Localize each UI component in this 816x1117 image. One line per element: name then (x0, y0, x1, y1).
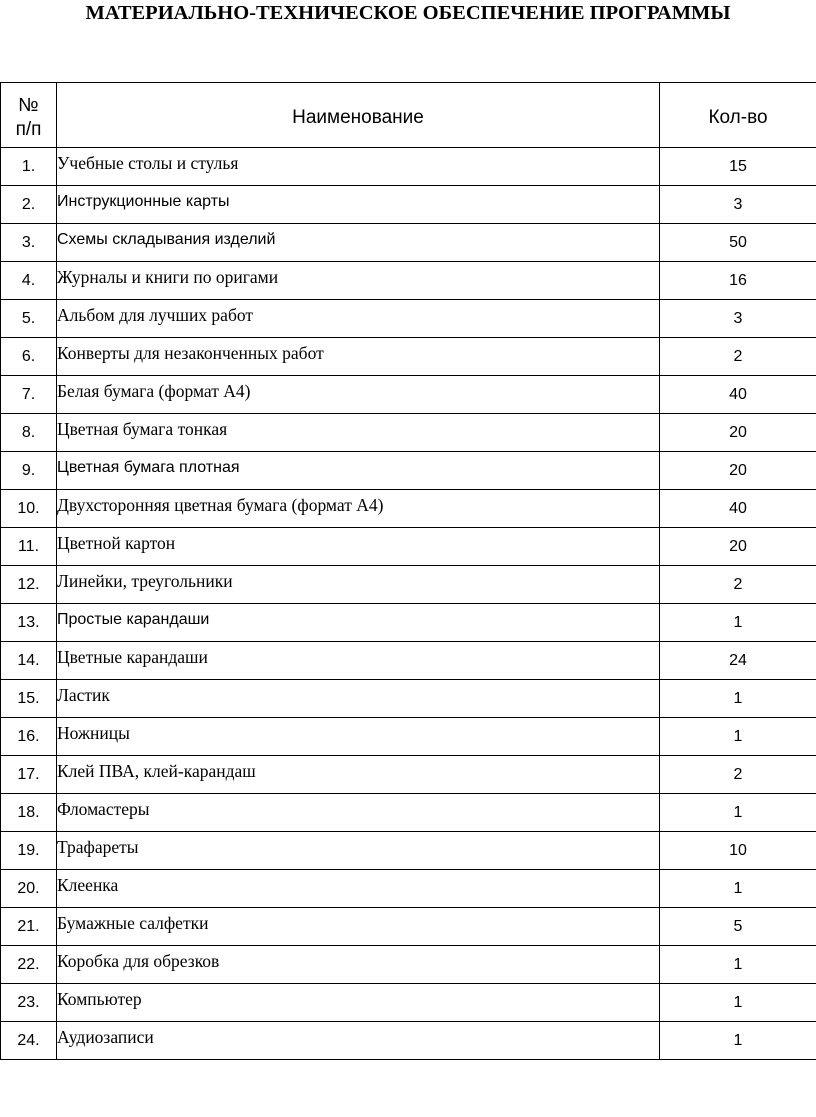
row-number: 13. (1, 604, 57, 642)
row-quantity: 3 (660, 300, 816, 338)
table-row (1, 224, 816, 262)
row-name-cell (57, 338, 660, 376)
header-name: Наименование (57, 83, 660, 148)
row-number: 15. (1, 680, 57, 718)
table-row (1, 262, 816, 300)
row-number: 3. (1, 224, 57, 262)
row-name-cell (57, 452, 660, 490)
row-number: 16. (1, 718, 57, 756)
row-number: 10. (1, 490, 57, 528)
row-number: 11. (1, 528, 57, 566)
table-row (1, 490, 816, 528)
row-quantity: 2 (660, 756, 816, 794)
row-quantity: 1 (660, 604, 816, 642)
row-quantity: 1 (660, 1022, 816, 1060)
row-name-cell (57, 604, 660, 642)
row-name: Цветные карандаши (57, 647, 208, 667)
row-number: 5. (1, 300, 57, 338)
row-name: Коробка для обрезков (57, 951, 220, 971)
row-name: Трафареты (57, 837, 139, 857)
row-name: Бумажные салфетки (57, 913, 209, 933)
row-name-cell (57, 148, 660, 186)
row-quantity: 40 (660, 376, 816, 414)
row-name: Клей ПВА, клей-карандаш (57, 761, 256, 781)
row-name-cell (57, 832, 660, 870)
row-quantity: 24 (660, 642, 816, 680)
row-number: 7. (1, 376, 57, 414)
row-quantity: 1 (660, 794, 816, 832)
table-row (1, 680, 816, 718)
row-name: Инструкционные карты (57, 192, 230, 210)
row-name-cell (57, 870, 660, 908)
row-name: Конверты для незаконченных работ (57, 343, 324, 363)
table-row (1, 452, 816, 490)
row-quantity: 20 (660, 452, 816, 490)
table-row (1, 528, 816, 566)
row-name-cell (57, 718, 660, 756)
row-name: Цветной картон (57, 533, 176, 553)
row-name-cell (57, 186, 660, 224)
row-name-cell (57, 300, 660, 338)
row-name-cell (57, 946, 660, 984)
row-name-cell (57, 414, 660, 452)
row-name-cell (57, 224, 660, 262)
row-quantity: 50 (660, 224, 816, 262)
row-quantity: 3 (660, 186, 816, 224)
row-quantity: 2 (660, 338, 816, 376)
row-name-cell (57, 376, 660, 414)
row-name-cell (57, 528, 660, 566)
row-number: 20. (1, 870, 57, 908)
row-quantity: 15 (660, 148, 816, 186)
row-quantity: 20 (660, 414, 816, 452)
row-name: Компьютер (57, 989, 142, 1009)
row-number: 6. (1, 338, 57, 376)
row-name-cell (57, 794, 660, 832)
row-name-cell (57, 908, 660, 946)
table-row (1, 832, 816, 870)
row-number: 24. (1, 1022, 57, 1060)
row-number: 9. (1, 452, 57, 490)
table-row (1, 566, 816, 604)
row-name-cell (57, 642, 660, 680)
table-row (1, 908, 816, 946)
row-name: Клеенка (57, 875, 119, 895)
row-name: Белая бумага (формат А4) (57, 381, 251, 401)
row-name: Простые карандаши (57, 610, 210, 628)
row-quantity: 1 (660, 718, 816, 756)
row-quantity: 5 (660, 908, 816, 946)
header-number (1, 83, 57, 148)
row-name: Учебные столы и стулья (57, 153, 239, 173)
row-number: 2. (1, 186, 57, 224)
table-row (1, 414, 816, 452)
header-quantity: Кол-во (660, 83, 816, 148)
row-name: Цветная бумага плотная (57, 458, 240, 476)
table-body (1, 148, 816, 1060)
row-number: 22. (1, 946, 57, 984)
row-number: 21. (1, 908, 57, 946)
table-row (1, 148, 816, 186)
materials-table (0, 82, 816, 1060)
table-row (1, 946, 816, 984)
row-name: Журналы и книги по оригами (57, 267, 279, 287)
row-number: 17. (1, 756, 57, 794)
row-number: 8. (1, 414, 57, 452)
table-row (1, 300, 816, 338)
row-number: 14. (1, 642, 57, 680)
row-name-cell (57, 566, 660, 604)
row-quantity: 16 (660, 262, 816, 300)
table-row (1, 984, 816, 1022)
row-name: Ножницы (57, 723, 130, 743)
row-name-cell (57, 680, 660, 718)
row-name: Ластик (57, 685, 110, 705)
row-number: 4. (1, 262, 57, 300)
row-quantity: 20 (660, 528, 816, 566)
row-quantity: 40 (660, 490, 816, 528)
table-header-row (1, 83, 816, 148)
header-number-label: п/п (15, 119, 42, 140)
row-name: Линейки, треугольники (57, 571, 233, 591)
page-title: МАТЕРИАЛЬНО-ТЕХНИЧЕСКОЕ ОБЕСПЕЧЕНИЕ ПРОГРАММЫ (85, 2, 731, 24)
table-row (1, 1022, 816, 1060)
row-name: Цветная бумага тонкая (57, 419, 228, 439)
table-row (1, 870, 816, 908)
row-quantity: 1 (660, 984, 816, 1022)
row-name-cell (57, 756, 660, 794)
row-quantity: 1 (660, 680, 816, 718)
table-row (1, 756, 816, 794)
row-name: Фломастеры (57, 799, 150, 819)
row-number: 12. (1, 566, 57, 604)
table-row (1, 718, 816, 756)
table-row (1, 186, 816, 224)
row-number: 18. (1, 794, 57, 832)
table-row (1, 794, 816, 832)
row-name-cell (57, 262, 660, 300)
row-name: Двухсторонняя цветная бумага (формат А4) (57, 495, 384, 515)
row-quantity: 1 (660, 946, 816, 984)
table-row (1, 376, 816, 414)
row-name: Аудиозаписи (57, 1027, 154, 1047)
row-name: Альбом для лучших работ (57, 305, 254, 325)
row-name: Схемы складывания изделий (57, 230, 276, 248)
row-number: 1. (1, 148, 57, 186)
row-name-cell (57, 1022, 660, 1060)
table-row (1, 338, 816, 376)
row-quantity: 10 (660, 832, 816, 870)
row-name-cell (57, 984, 660, 1022)
row-quantity: 2 (660, 566, 816, 604)
row-number: 23. (1, 984, 57, 1022)
row-name-cell (57, 490, 660, 528)
table-row (1, 604, 816, 642)
table-row (1, 642, 816, 680)
header-number-symbol: № (18, 95, 39, 116)
row-number: 19. (1, 832, 57, 870)
row-quantity: 1 (660, 870, 816, 908)
